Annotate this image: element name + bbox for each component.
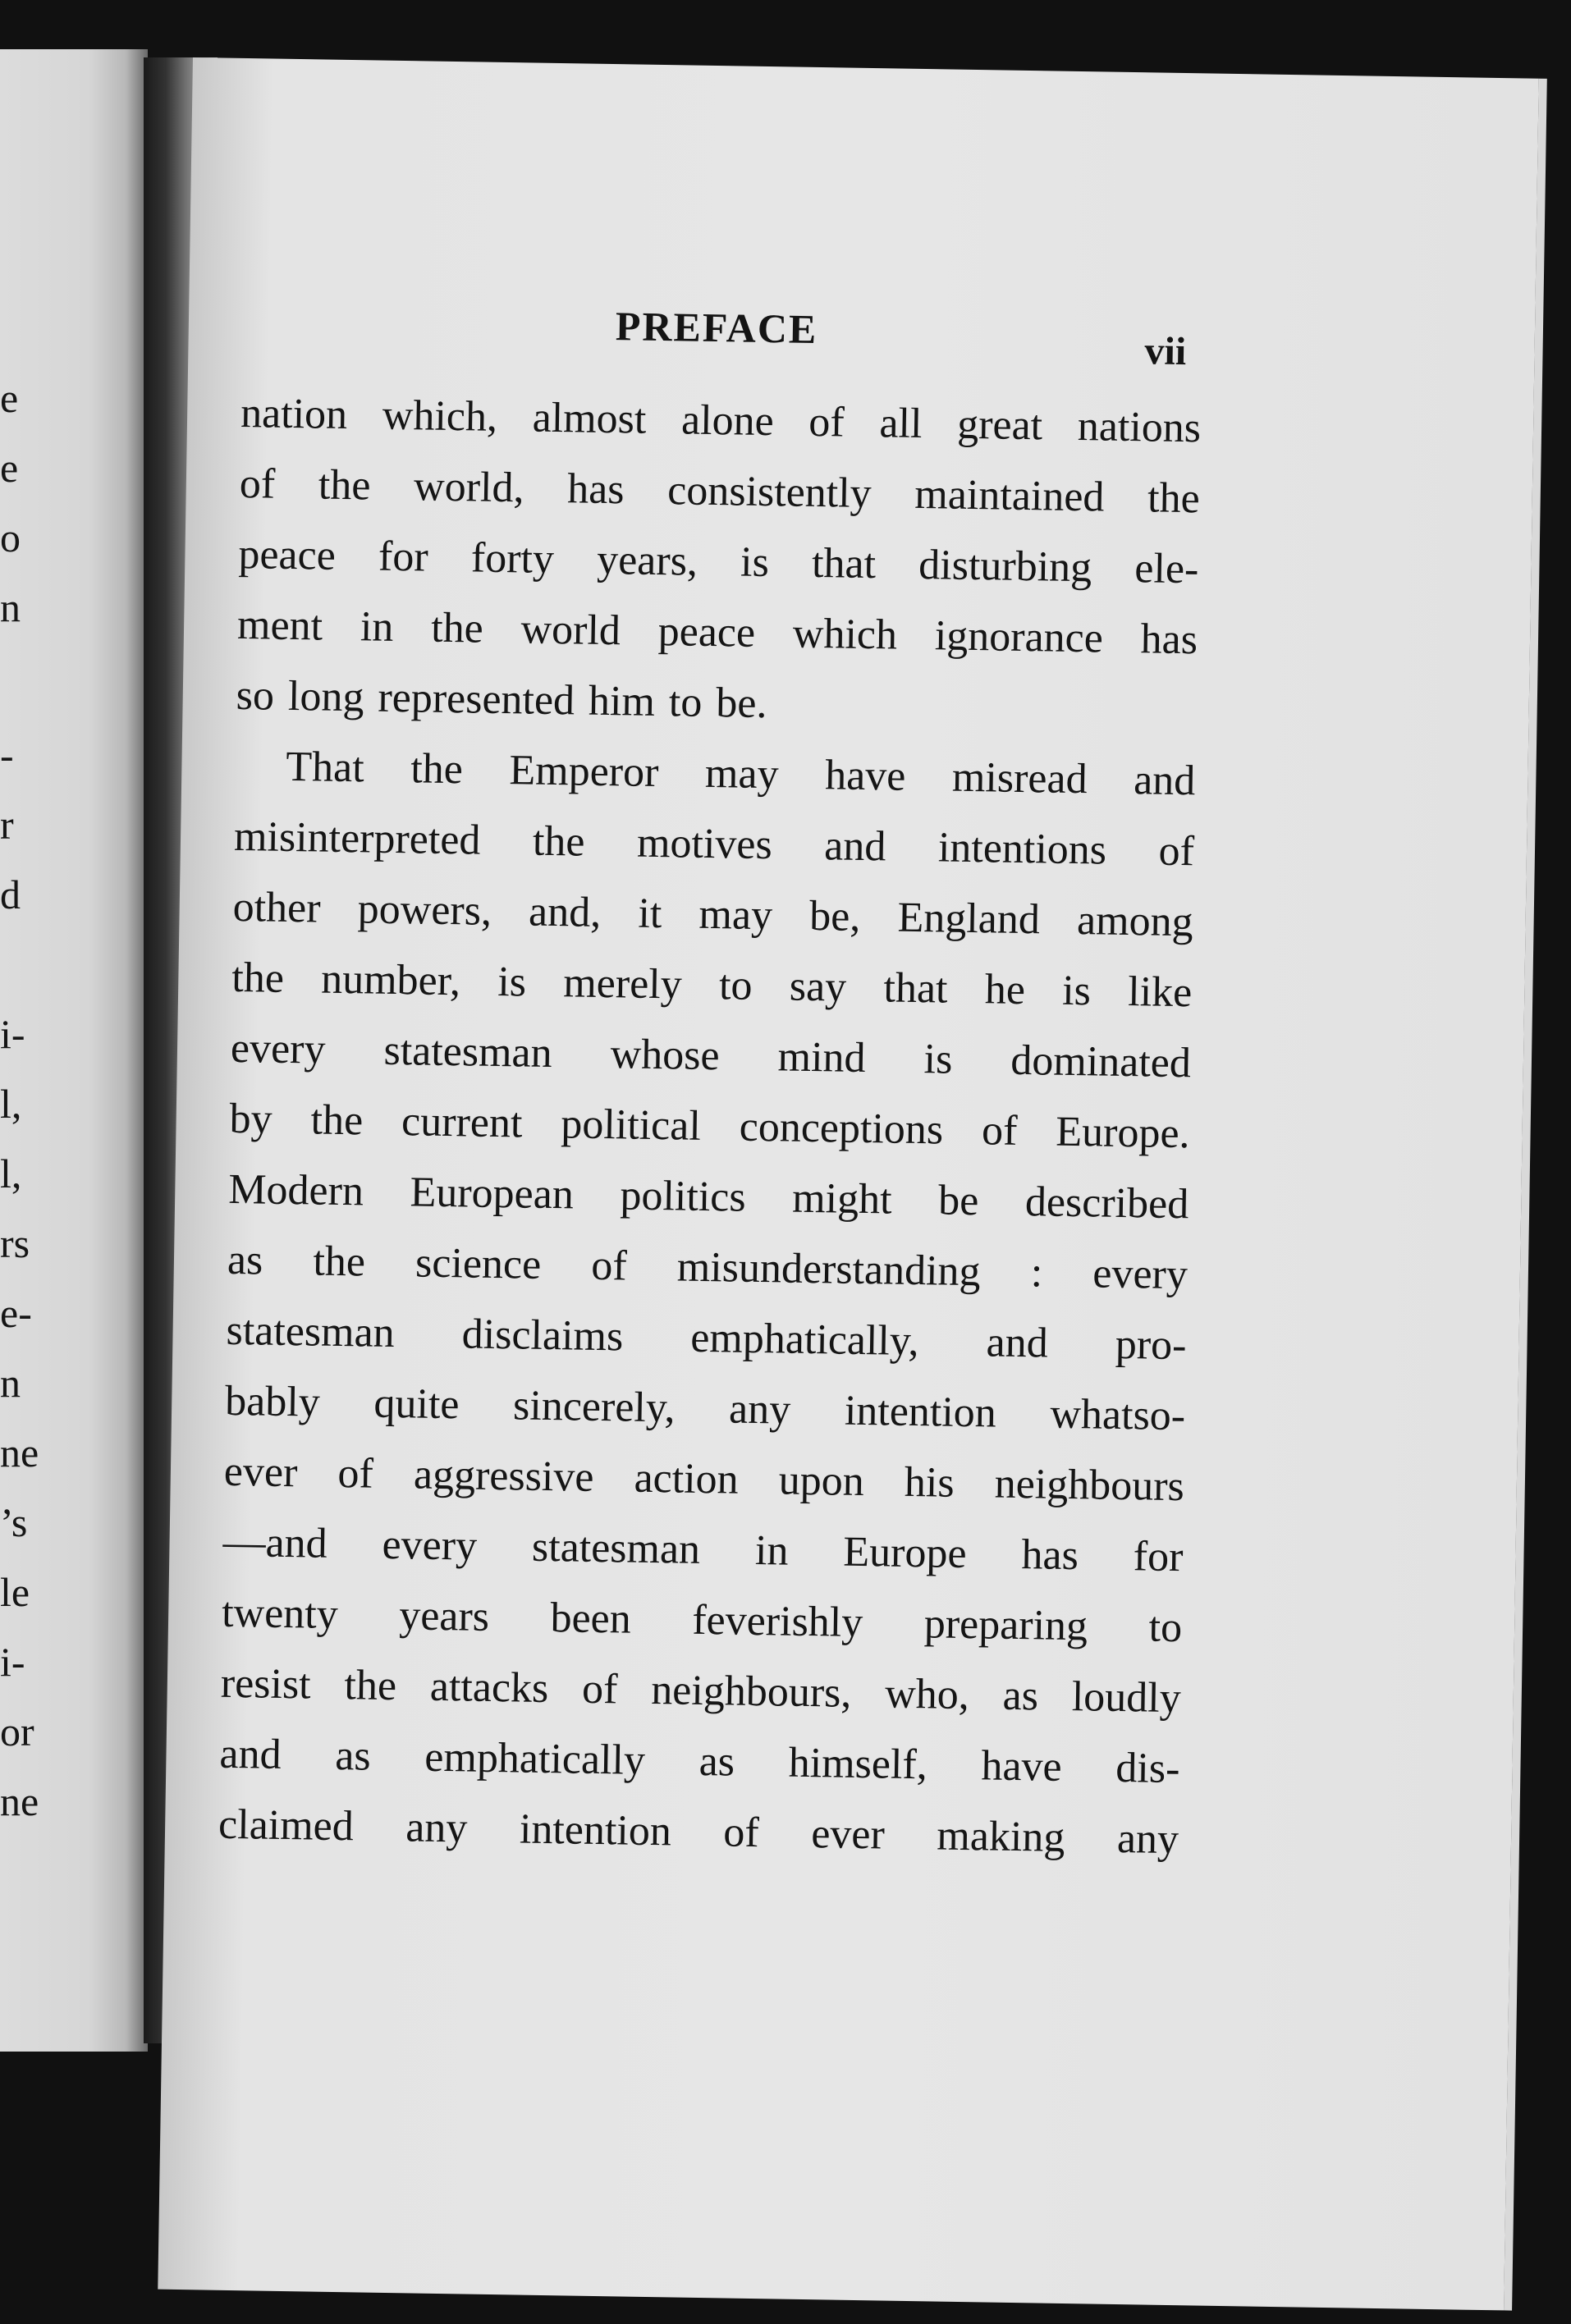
- left-fragment: -: [0, 732, 14, 778]
- left-fragment: ne: [0, 1430, 39, 1475]
- text-line: by the current political conceptions of Europe.: [229, 1095, 1190, 1158]
- left-fragment: i-: [0, 1639, 25, 1685]
- text-line: statesman disclaims emphatically, and pro-: [226, 1306, 1187, 1370]
- left-fragment: l,: [0, 1081, 22, 1127]
- text-line: as the science of misunderstanding : every: [227, 1236, 1189, 1299]
- left-fragment: r: [0, 802, 14, 848]
- left-fragment: d: [0, 872, 21, 917]
- left-fragment: ’s: [0, 1499, 28, 1545]
- text-line: ever of aggressive action upon his neighbours: [223, 1448, 1185, 1511]
- body-text: [218, 378, 1201, 1875]
- text-line: every statesman whose mind is dominated: [230, 1024, 1192, 1087]
- text-line: That the Emperor may have misread and: [285, 743, 1196, 805]
- text-line: misinterpreted the motives and intentions of: [233, 812, 1195, 876]
- text-line: of the world, has consistently maintained the: [239, 460, 1201, 523]
- paragraph: [218, 731, 1195, 1875]
- text-line: other powers, and, it may be, England among: [232, 883, 1194, 946]
- left-fragment: n: [0, 1360, 21, 1406]
- text-line: and as emphatically as himself, have dis-: [219, 1730, 1180, 1793]
- text-line: bably quite sincerely, any intention whatso-: [224, 1377, 1186, 1440]
- text-line: peace for forty years, is that disturbing ele-: [238, 530, 1199, 593]
- text-line: claimed any intention of ever making any: [218, 1800, 1179, 1864]
- left-fragment: rs: [0, 1220, 30, 1266]
- text-line: twenty years been feverishly preparing to: [221, 1589, 1183, 1652]
- paragraph: [236, 378, 1202, 746]
- page-number: vii: [1144, 329, 1187, 374]
- text-line: the number, is merely to say that he is like: [231, 954, 1193, 1017]
- text-line: Modern European politics might be described: [227, 1165, 1189, 1228]
- running-head: PREFACE: [615, 303, 818, 352]
- left-fragment: ne: [0, 1778, 39, 1824]
- left-fragment: le: [0, 1569, 30, 1615]
- left-fragment: n: [0, 584, 21, 630]
- right-page: [158, 57, 1547, 2311]
- text-line: so long represented him to be.: [236, 671, 767, 728]
- left-fragment: o: [0, 515, 21, 560]
- text-line: ment in the world peace which ignorance has: [236, 601, 1198, 664]
- left-fragment: i-: [0, 1011, 25, 1057]
- left-fragment: e-: [0, 1290, 32, 1336]
- text-line: resist the attacks of neighbours, who, as loudly: [220, 1659, 1182, 1722]
- left-fragment: e: [0, 445, 19, 491]
- left-fragment: or: [0, 1709, 34, 1754]
- left-facing-page: [0, 49, 148, 2052]
- text-line: —and every statesman in Europe has for: [222, 1518, 1184, 1581]
- text-line: nation which, almost alone of all great nations: [240, 389, 1202, 452]
- left-fragment: e: [0, 375, 19, 421]
- left-fragment: l,: [0, 1151, 22, 1196]
